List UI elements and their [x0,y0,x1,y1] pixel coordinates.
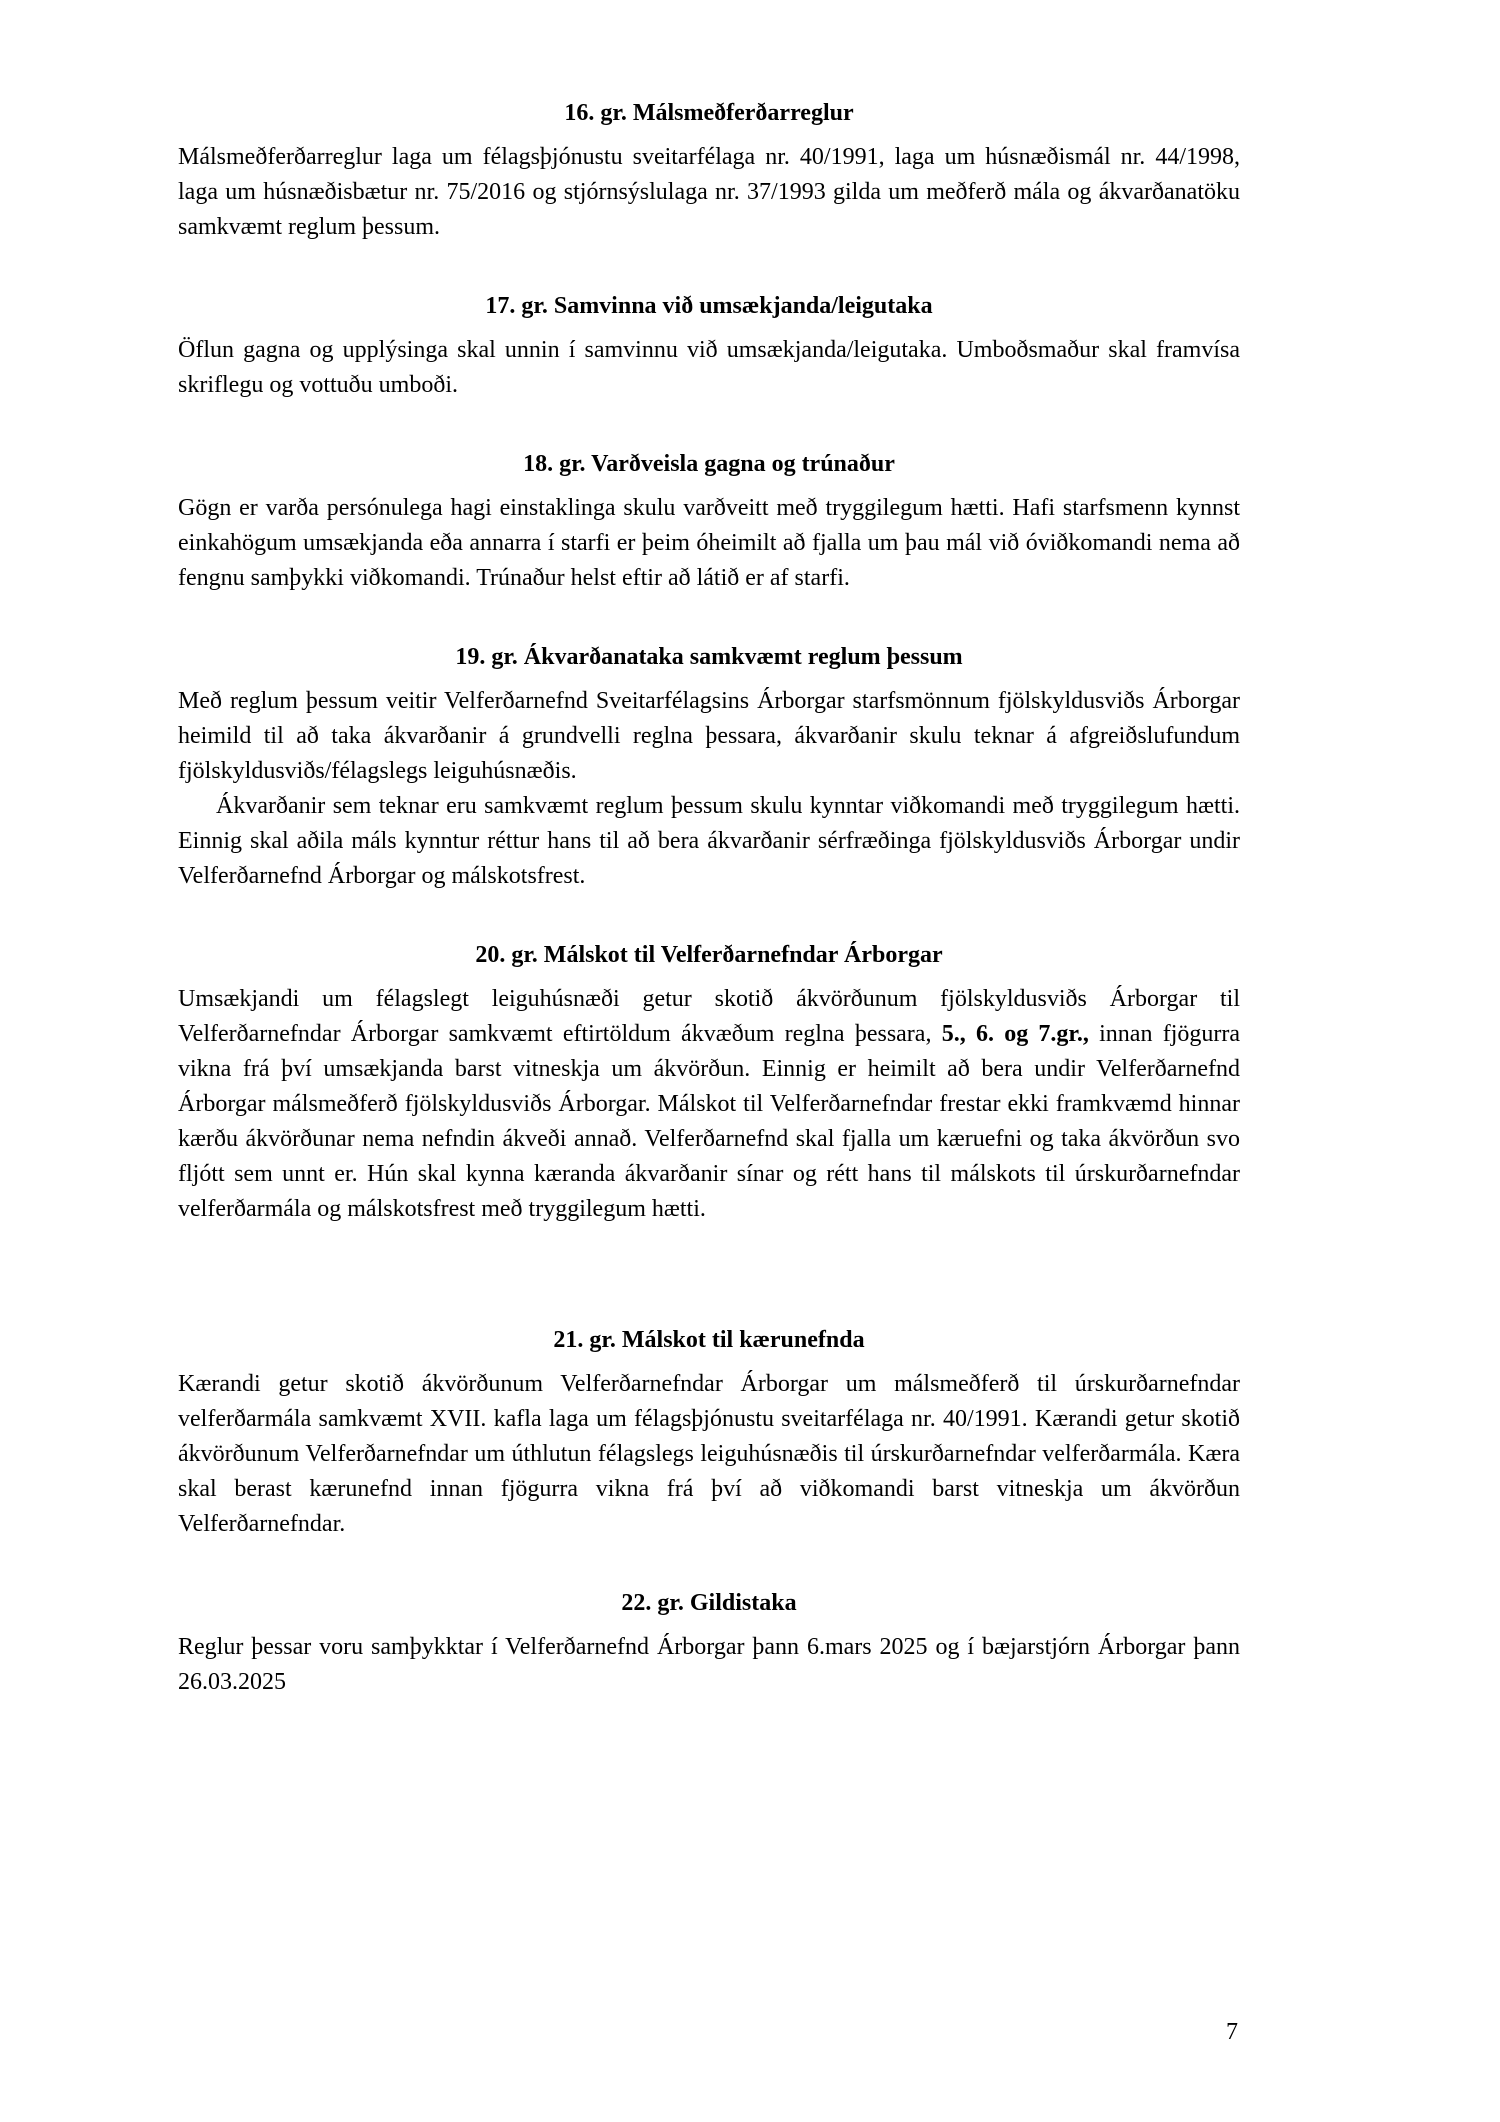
section-heading: 20. gr. Málskot til Velferðarnefndar Árborgar [475,942,943,968]
paragraph [178,1367,1240,1542]
section-19 [178,640,1240,894]
section-heading: 21. gr. Málskot til kærunefnda [553,1327,865,1353]
paragraph [178,333,1240,403]
text-run: Með reglum þessum veitir Velferðarnefnd Sveitarfélagsins Árborgar starfsmönnum fjölskyldusviðs Árborgar heimild til að taka ákvarðanir á grundvelli reglna þessara, ákvarðanir skulu teknar á afgreiðslufundum fjölskyldusviðs/félagslegs leiguhúsnæðis. [178,688,1240,784]
section-17 [178,289,1240,403]
document-content [178,96,1240,1700]
section-heading: 16. gr. Málsmeðferðarreglur [564,100,854,126]
paragraph [178,491,1240,596]
text-run: Ákvarðanir sem teknar eru samkvæmt reglum þessum skulu kynntar viðkomandi með tryggilegum hætti. Einnig skal aðila máls kynntur réttur hans til að bera ákvarðanir sérfræðinga fjölskyldusviðs Árborgar undir Velferðarnefnd Árborgar og málskotsfrest. [178,793,1240,889]
text-run: Umsækjandi um félagslegt leiguhúsnæði getur skotið ákvörðunum fjölskyldusviðs Árborgar til Velferðarnefndar Árborgar samkvæmt eftirtöldum ákvæðum reglna þessara, [178,986,1240,1047]
section-heading: 19. gr. Ákvarðanataka samkvæmt reglum þessum [455,644,963,670]
section-18 [178,447,1240,596]
text-run: Málsmeðferðarreglur laga um félagsþjónustu sveitarfélaga nr. 40/1991, laga um húsnæðismál nr. 44/1998, laga um húsnæðisbætur nr. 75/2016 og stjórnsýslulaga nr. 37/1993 gilda um meðferð mála og ákvarðanatöku samkvæmt reglum þessum. [178,144,1240,240]
text-run: Kærandi getur skotið ákvörðunum Velferðarnefndar Árborgar um málsmeðferð til úrskurðarnefndar velferðarmála samkvæmt XVII. kafla laga um félagsþjónustu sveitarfélaga nr. 40/1991. Kærandi getur skotið ákvörðunum Velferðarnefndar um úthlutun félagslegs leiguhúsnæðis til úrskurðarnefndar velferðarmála. Kæra skal berast kærunefnd innan fjögurra vikna frá því að viðkomandi barst vitneskja um ákvörðun Velferðarnefndar. [178,1371,1240,1537]
section-heading: 18. gr. Varðveisla gagna og trúnaður [523,451,895,477]
text-run: Gögn er varða persónulega hagi einstaklinga skulu varðveitt með tryggilegum hætti. Hafi starfsmenn kynnst einkahögum umsækjanda eða annarra í starfi er þeim óheimilt að fjalla um þau mál við óviðkomandi nema að fengnu samþykki viðkomandi. Trúnaður helst eftir að látið er af starfi. [178,495,1240,591]
section-22 [178,1586,1240,1700]
page-number: 7 [1226,2019,1238,2045]
text-run: Öflun gagna og upplýsinga skal unnin í samvinnu við umsækjanda/leigutaka. Umboðsmaður skal framvísa skriflegu og vottuðu umboði. [178,337,1240,398]
section-heading: 17. gr. Samvinna við umsækjanda/leigutaka [485,293,933,319]
paragraph [178,140,1240,245]
paragraph [178,982,1240,1227]
text-run: Reglur þessar voru samþykktar í Velferðarnefnd Árborgar þann 6.mars 2025 og í bæjarstjórn Árborgar þann 26.03.2025 [178,1634,1240,1695]
paragraph [178,1630,1240,1700]
section-heading: 22. gr. Gildistaka [621,1590,797,1616]
section-20 [178,938,1240,1227]
bold-text-run: 5., 6. og 7.gr., [941,1021,1089,1047]
section-21 [178,1323,1240,1542]
section-16 [178,96,1240,245]
paragraph [178,789,1240,894]
text-run: innan fjögurra vikna frá því umsækjanda barst vitneskja um ákvörðun. Einnig er heimilt að bera undir Velferðarnefnd Árborgar málsmeðferð fjölskyldusviðs Árborgar. Málskot til Velferðarnefndar frestar ekki framkvæmd hinnar kærðu ákvörðunar nema nefndin ákveði annað. Velferðarnefnd skal fjalla um kæruefni og taka ákvörðun svo fljótt sem unnt er. Hún skal kynna kæranda ákvarðanir sínar og rétt hans til málskots til úrskurðarnefndar velferðarmála og málskotsfrest með tryggilegum hætti. [178,1021,1240,1222]
paragraph [178,684,1240,789]
